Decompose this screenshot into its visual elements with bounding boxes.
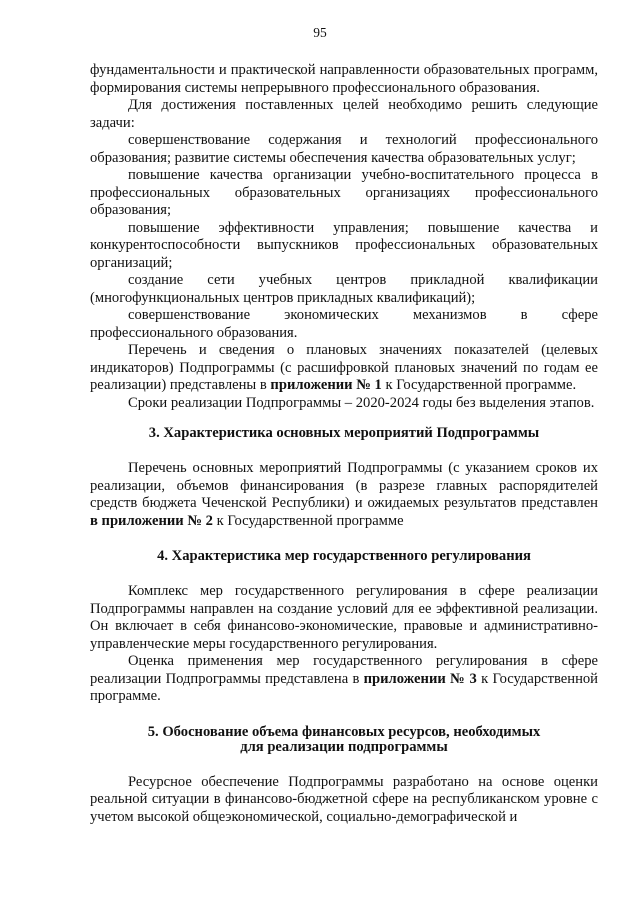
paragraph-text: Перечень основных мероприятий Подпрограммы (с указанием сроков их реализации, объемов финансирования (в разрезе главных распорядителей средств бюджета Чеченской Республики) и ожидаемых результатов представлен [90,460,598,511]
paragraph-text: Перечень и сведения о плановых значениях показателей (целевых индикаторов) Подпрограммы (с расшифровкой плановых значений по годам ее реализации) представлены в [90,342,598,393]
paragraph: Для достижения поставленных целей необходимо решить следующие задачи: [90,97,598,131]
page-content [90,62,598,826]
paragraph: Ресурсное обеспечение Подпрограммы разработано на основе оценки реальной ситуации в финансово-бюджетной сфере на республиканском уровне с учетом высокой общеэкономической, социально-демографической и [90,773,598,825]
list-item: создание сети учебных центров прикладной квалификации (многофункциональных центров прикладных квалификаций); [90,272,598,306]
paragraph [90,342,598,395]
list-item: повышение качества организации учебно-воспитательного процесса в профессиональных образовательных организациях профессионального образования; [90,167,598,218]
paragraph-text: к Государственной программе [212,512,404,529]
section-heading [90,725,598,755]
section-heading: 3. Характеристика основных мероприятий Подпрограммы [148,425,540,441]
list-item: совершенствование экономических механизмов в сфере профессионального образования. [90,307,598,341]
appendix-reference: приложении № 1 [270,377,382,393]
list-item: повышение эффективности управления; повышение качества и конкурентоспособности выпускников профессиональных образовательных организаций; [90,219,598,271]
paragraph: Сроки реализации Подпрограммы – 2020-2024 годы без выделения этапов. [128,394,595,411]
paragraph: Комплекс мер государственного регулирования в сфере реализации Подпрограммы направлен на создание условий для ее эффективной реализации. Он включает в себя финансово-экономические, правовые и административно-управленческие меры государственного регулирования. [90,583,598,652]
page-number: 95 [313,25,327,40]
heading-line: 5. Обоснование объема финансовых ресурсов, необходимых [147,723,541,740]
paragraph: фундаментальности и практической направленности образовательных программ, формирования системы непрерывного профессионального образования. [90,62,598,96]
paragraph [90,653,598,706]
list-item: совершенствование содержания и технологий профессионального образования; развитие системы обеспечения качества образовательных услуг; [90,132,598,166]
paragraph-text: Оценка применения мер государственного регулирования в сфере реализации Подпрограммы представлена в [90,653,598,687]
paragraph [90,460,598,530]
paragraph-text: к Государственной программе. [90,670,598,704]
appendix-reference: приложении № 3 [363,670,477,687]
appendix-reference: в приложении № 2 [90,512,213,529]
section-heading: 4. Характеристика мер государственного регулирования [157,548,531,564]
paragraph-text: к Государственной программе. [381,377,577,393]
heading-line: для реализации подпрограммы [240,738,448,755]
